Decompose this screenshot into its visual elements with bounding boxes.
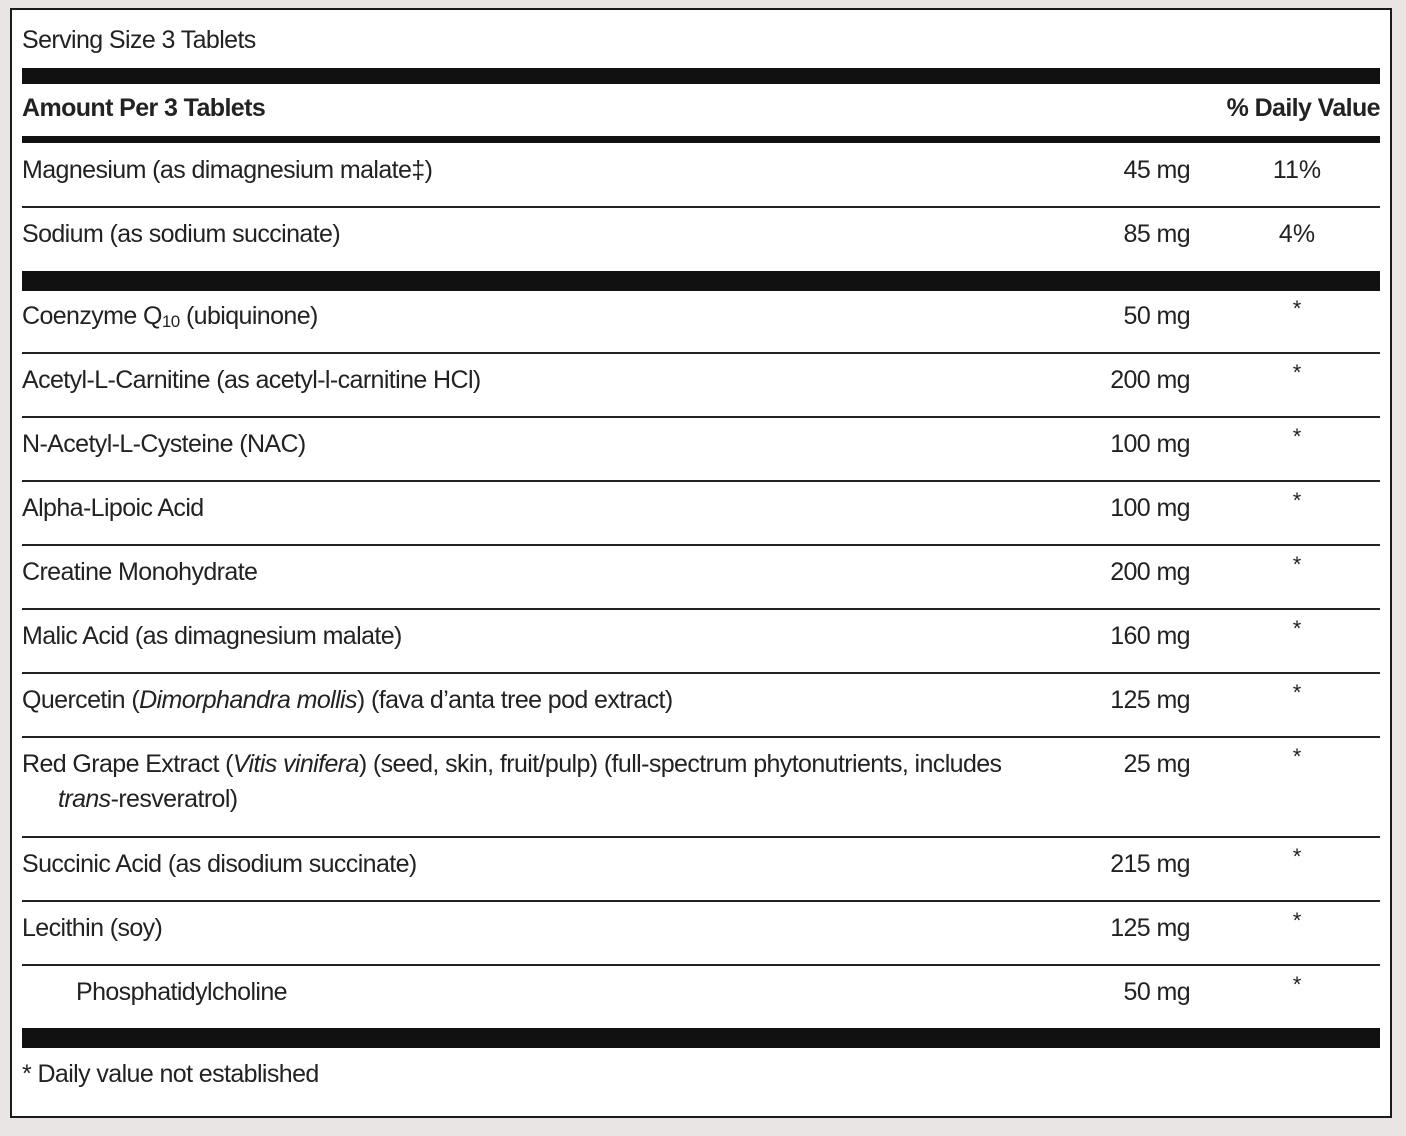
nutrient-daily-value: 11% [1272,156,1322,184]
ingredient-daily-value: * [1292,424,1302,449]
ingredient-name: Quercetin (Dimorphandra mollis) (fava d’anta tree pod extract) [22,686,673,714]
ingredient-amount: 100 mg [1110,494,1190,522]
nutrient-amount: 45 mg [1123,156,1190,184]
ingredient-name: Creatine Monohydrate [22,558,258,586]
ingredient-amount: 200 mg [1110,366,1190,394]
ingredient-name: Red Grape Extract (Vitis vinifera) (seed, skin, fruit/pulp) (full-spectrum phytonutrients, includes [22,750,1002,778]
ingredient-name: Phosphatidylcholine [76,978,287,1006]
serving-size: Serving Size 3 Tablets [22,26,256,54]
ingredient-amount: 160 mg [1110,622,1190,650]
row-divider [22,352,1380,354]
ingredient-amount: 25 mg [1123,750,1190,778]
thick-divider [22,271,1380,291]
row-divider [22,206,1380,208]
ingredient-daily-value: * [1292,972,1302,997]
supplement-facts-panel [10,8,1392,1118]
ingredient-name-continued: trans-resveratrol) [58,785,238,813]
ingredient-daily-value: * [1292,744,1302,769]
row-divider [22,836,1380,838]
ingredient-amount: 125 mg [1110,686,1190,714]
row-divider [22,964,1380,966]
ingredient-amount: 50 mg [1123,978,1190,1006]
ingredient-daily-value: * [1292,616,1302,641]
row-divider [22,480,1380,482]
thick-divider [22,1028,1380,1048]
ingredient-amount: 215 mg [1110,850,1190,878]
row-divider [22,672,1380,674]
ingredient-name: Succinic Acid (as disodium succinate) [22,850,417,878]
ingredient-name: Acetyl-L-Carnitine (as acetyl-l-carnitine HCl) [22,366,481,394]
ingredient-amount: 200 mg [1110,558,1190,586]
medium-divider [22,136,1380,143]
ingredient-daily-value: * [1292,908,1302,933]
nutrient-name: Magnesium (as dimagnesium malate‡) [22,156,433,184]
ingredient-name: Lecithin (soy) [22,914,163,942]
row-divider [22,736,1380,738]
footnote: * Daily value not established [22,1060,319,1088]
row-divider [22,544,1380,546]
ingredient-daily-value: * [1292,360,1302,385]
nutrient-name: Sodium (as sodium succinate) [22,220,341,248]
ingredient-daily-value: * [1292,552,1302,577]
ingredient-daily-value: * [1292,680,1302,705]
ingredient-daily-value: * [1292,296,1302,321]
row-divider [22,416,1380,418]
ingredient-daily-value: * [1292,844,1302,869]
ingredient-amount: 100 mg [1110,430,1190,458]
row-divider [22,608,1380,610]
ingredient-name: Malic Acid (as dimagnesium malate) [22,622,402,650]
supplement-facts-content [22,10,1380,1116]
ingredient-amount: 125 mg [1110,914,1190,942]
ingredient-amount: 50 mg [1123,302,1190,330]
row-divider [22,900,1380,902]
ingredient-name: Alpha-Lipoic Acid [22,494,204,522]
nutrient-daily-value: 4% [1278,220,1316,248]
ingredient-daily-value: * [1292,488,1302,513]
nutrient-amount: 85 mg [1123,220,1190,248]
ingredient-name: Coenzyme $Q_{10}$ (ubiquinone) [22,302,318,331]
ingredient-name: N-Acetyl-L-Cysteine (NAC) [22,430,306,458]
daily-value-header: % Daily Value [1226,94,1380,122]
thick-divider [22,68,1380,84]
amount-per-header: Amount Per 3 Tablets [22,94,266,122]
